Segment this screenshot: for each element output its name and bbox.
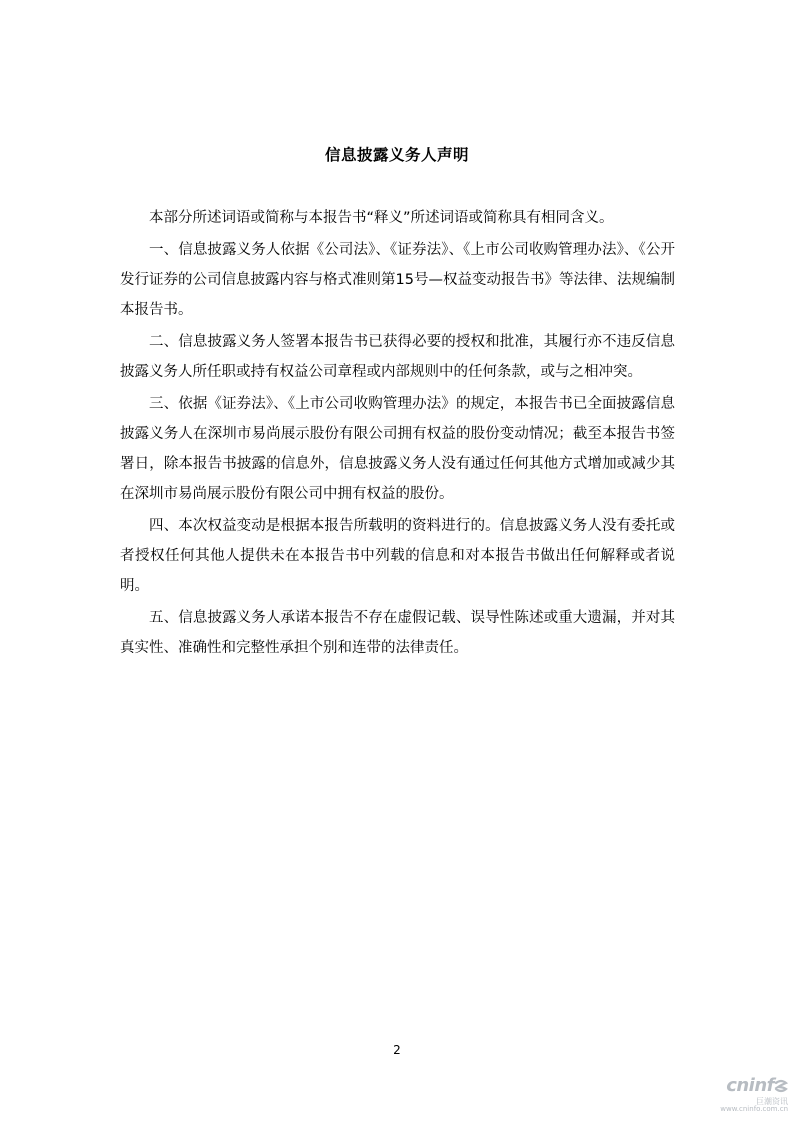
page-number: 2	[393, 1043, 401, 1057]
document-body	[120, 203, 675, 665]
cninfo-watermark	[698, 1075, 788, 1115]
watermark-subtitle: 巨潮资讯	[756, 1097, 788, 1106]
paragraph-definitions: 本部分所述词语或简称与本报告书“释义”所述词语或简称具有相同含义。	[149, 210, 614, 226]
watermark-url: www.cninfo.com.cn	[720, 1105, 788, 1113]
paragraph-5: 五、信息披露义务人承诺本报告不存在虚假记载、误导性陈述或重大遗漏，并对其真实性、准确性和完整性承担个别和连带的法律责任。	[120, 610, 675, 656]
paragraph-3: 三、依据《证券法》、《上市公司收购管理办法》的规定，本报告书已全面披露信息披露义务人在深圳市易尚展示股份有限公司拥有权益的股份变动情况；截至本报告书签署日，除本报告书披露的信息外，信息披露义务人没有通过任何其他方式增加或减少其在深圳市易尚展示股份有限公司中拥有权益的股份。	[120, 396, 675, 502]
paragraph-2: 二、信息披露义务人签署本报告书已获得必要的授权和批准，其履行亦不违反信息披露义务人所任职或持有权益公司章程或内部规则中的任何条款，或与之相冲突。	[120, 334, 675, 380]
cninfo-logo	[726, 1075, 788, 1096]
paragraph-4: 四、本次权益变动是根据本报告所载明的资料进行的。信息披露义务人没有委托或者授权任何其他人提供未在本报告书中列载的信息和对本报告书做出任何解释或者说明。	[120, 518, 675, 594]
cninfo-swirl-icon	[774, 1079, 788, 1093]
logo-text: cninf	[726, 1075, 774, 1096]
page-title: 信息披露义务人声明	[324, 146, 469, 164]
paragraph-1: 一、信息披露义务人依据《公司法》、《证券法》、《上市公司收购管理办法》、《公开发行证券的公司信息披露内容与格式准则第15号—权益变动报告书》等法律、法规编制本报告书。	[120, 242, 675, 318]
